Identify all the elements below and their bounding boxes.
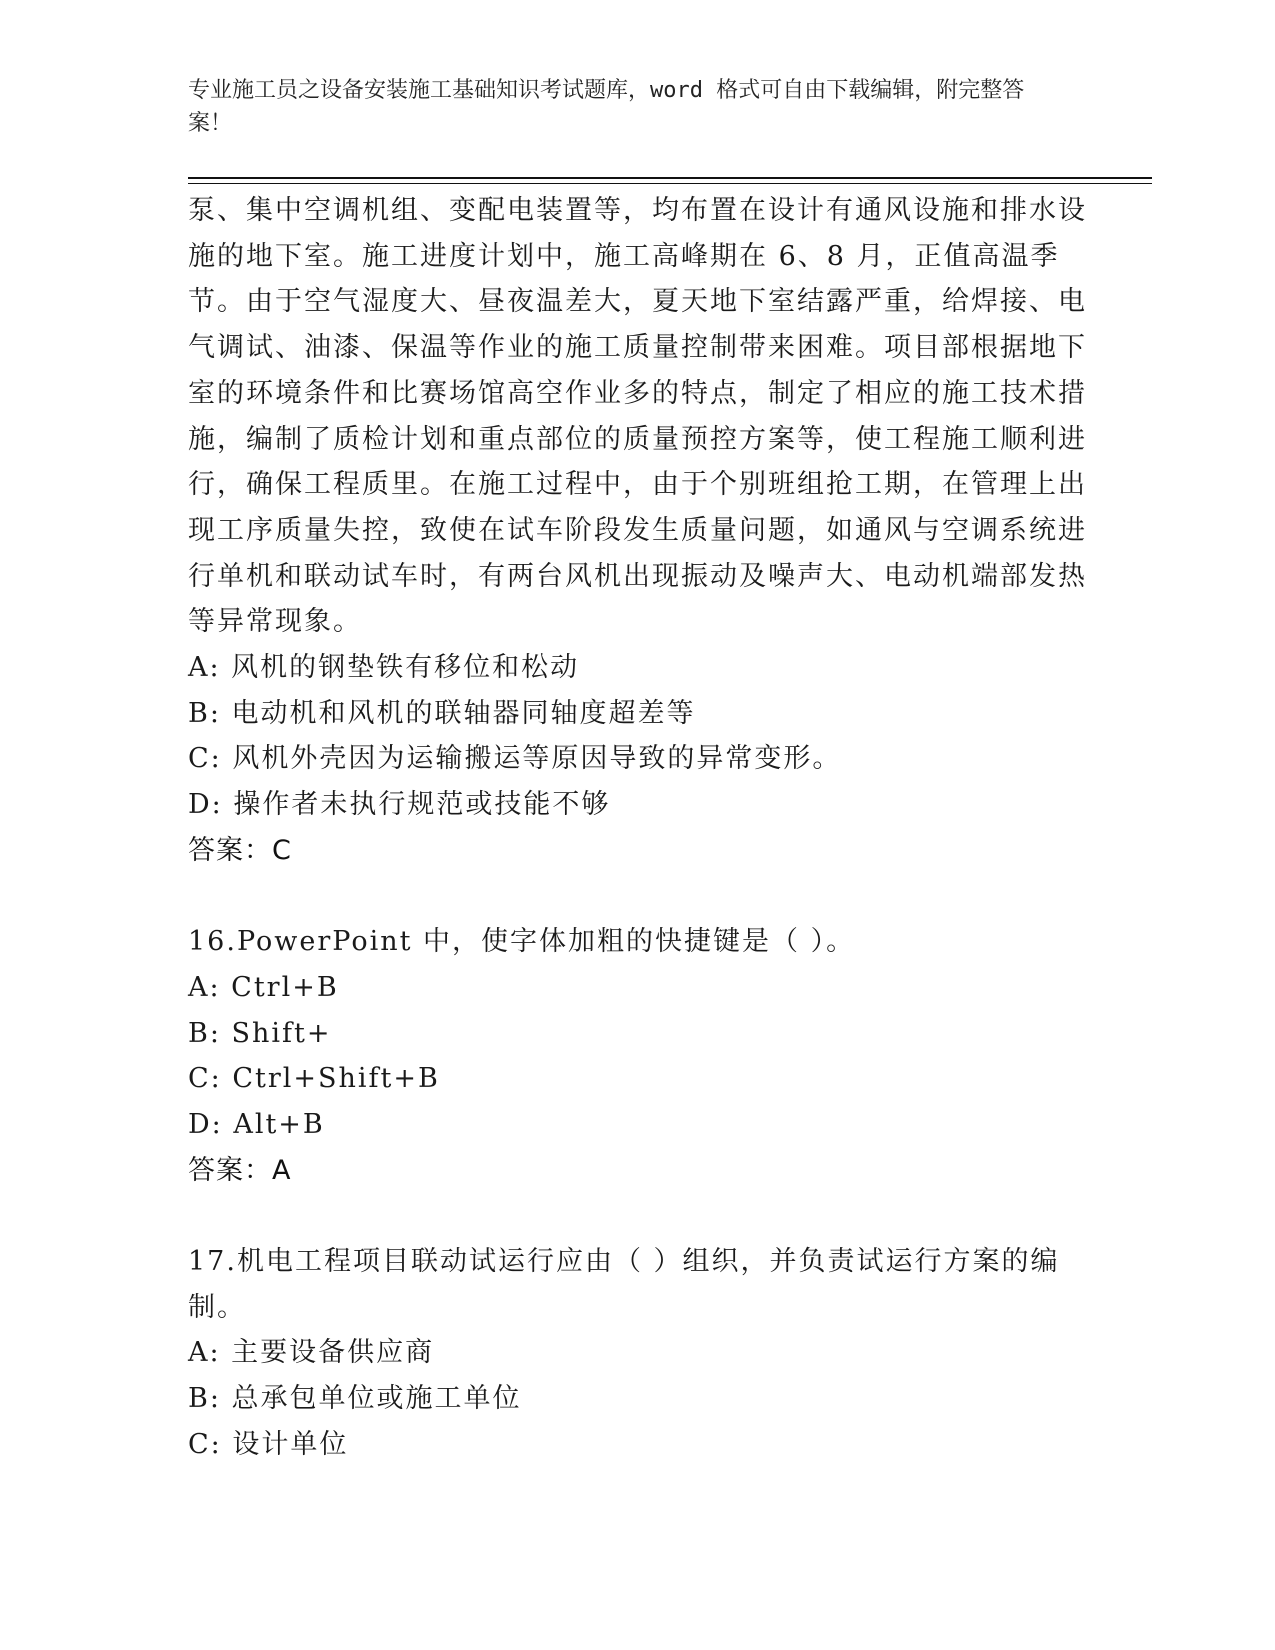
question-15-option-d: D: 操作者未执行规范或技能不够 (188, 789, 611, 821)
question-17-option-a: A: 主要设备供应商 (188, 1337, 435, 1369)
question-15-option-a: A: 风机的钢垫铁有移位和松动 (188, 652, 580, 684)
spacer (188, 1193, 1088, 1239)
question-16-option-c: C: Ctrl+Shift+B (188, 1063, 440, 1095)
question-15-answer: 答案：C (188, 834, 292, 866)
spacer (188, 873, 1088, 919)
question-17-option-c: C: 设计单位 (188, 1428, 349, 1460)
question-16-option-b: B: Shift+ (188, 1017, 332, 1049)
header-rule-thick (188, 177, 1152, 179)
question-content (188, 188, 1088, 1467)
question-15-stem: 泵、集中空调机组、变配电装置等，均布置在设计有通风设施和排水设施的地下室。施工进度计划中，施工高峰期在 6、8 月，正值高温季节。由于空气湿度大、昼夜温差大，夏天地下室结露严重，给焊接、电气调试、油漆、保温等作业的施工质量控制带来困难。项目部根据地下室的环境条件和比赛场馆高空作业多的特点，制定了相应的施工技术措施，编制了质检计划和重点部位的质量预控方案等，使工程施工顺利进行，确保工程质里。在施工过程中，由于个别班组抢工期，在管理上出现工序质量失控，致使在试车阶段发生质量问题，如通风与空调系统进行单机和联动试车时，有两台风机出现振动及噪声大、电动机端部发热等异常现象。 (188, 195, 1087, 638)
question-17-option-b: B: 总承包单位或施工单位 (188, 1383, 522, 1415)
question-16-answer: 答案：A (188, 1154, 292, 1186)
question-15-option-c: C: 风机外壳因为运输搬运等原因导致的异常变形。 (188, 743, 842, 775)
header-rule-thin (188, 183, 1152, 184)
document-header: 专业施工员之设备安装施工基础知识考试题库，word 格式可自由下载编辑，附完整答案！ (188, 78, 1025, 136)
question-16-stem: 16.PowerPoint 中，使字体加粗的快捷键是（ ）。 (188, 926, 856, 958)
question-17-stem: 17.机电工程项目联动试运行应由（ ）组织，并负责试运行方案的编制。 (188, 1245, 1060, 1323)
question-15-option-b: B: 电动机和风机的联轴器同轴度超差等 (188, 697, 696, 729)
question-16-option-a: A: Ctrl+B (188, 971, 339, 1003)
question-16-option-d: D: Alt+B (188, 1108, 325, 1140)
